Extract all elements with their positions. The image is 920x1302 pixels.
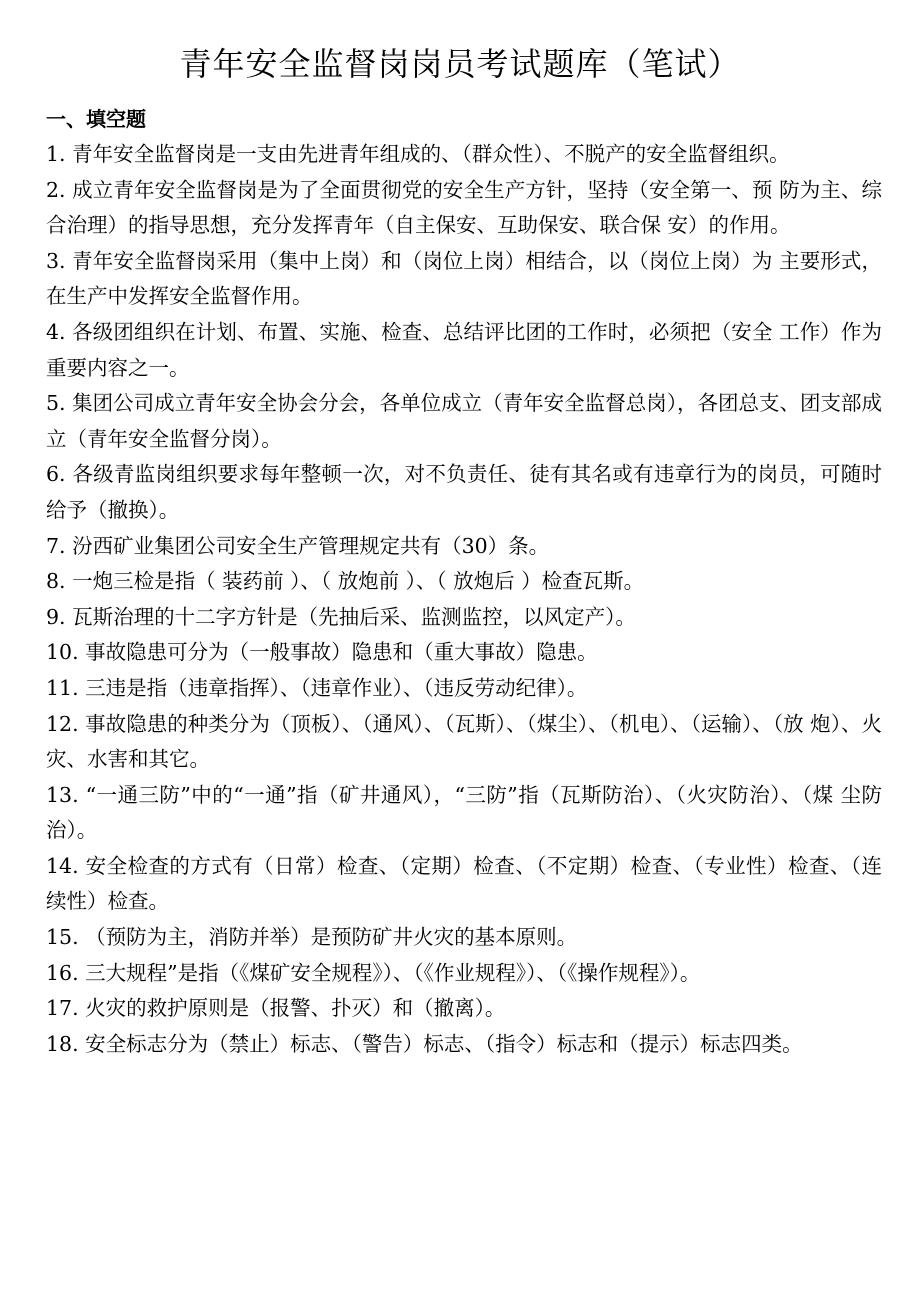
question-item: 2. 成立青年安全监督岗是为了全面贯彻党的安全生产方针，坚持（安全第一、预 防为主、综合治理）的指导思想，充分发挥青年（自主保安、互助保安、联合保 安）的作用。 bbox=[46, 177, 882, 238]
question-item: 7. 汾西矿业集团公司安全生产管理规定共有（30）条。 bbox=[46, 533, 550, 558]
question-item: 6. 各级青监岗组织要求每年整顿一次，对不负责任、徒有其名或有违章行为的岗员，可随时给予（撤换）。 bbox=[46, 462, 882, 522]
question-item: 18. 安全标志分为（禁止）标志、（警告）标志、（指令）标志和（提示）标志四类。 bbox=[46, 1031, 803, 1056]
question-item: 17. 火灾的救护原则是（报警、扑灭）和（撤离）。 bbox=[46, 996, 506, 1021]
document-title: 青年安全监督岗岗员考试题库（笔试） bbox=[179, 45, 741, 83]
question-item: 10. 事故隐患可分为（一般事故）隐患和（重大事故）隐患。 bbox=[46, 640, 598, 665]
question-item: 14. 安全检查的方式有（日常）检查、（定期）检查、（不定期）检查、（专业性）检查、（连续性）检查。 bbox=[46, 853, 882, 914]
question-item: 12. 事故隐患的种类分为（顶板）、（通风）、（瓦斯）、（煤尘）、（机电）、（运输）、（放 炮）、火灾、水害和其它。 bbox=[46, 711, 882, 772]
section-heading: 一、填空题 bbox=[46, 107, 146, 131]
question-item: 15. （预防为主，消防并举）是预防矿井火灾的基本原则。 bbox=[46, 925, 578, 950]
question-item: 5. 集团公司成立青年安全协会分会，各单位成立（青年安全监督总岗），各团总支、团支部成立（青年安全监督分岗）。 bbox=[46, 391, 882, 451]
question-item: 1. 青年安全监督岗是一支由先进青年组成的、（群众性）、不脱产的安全监督组织。 bbox=[46, 142, 790, 166]
question-item: 16. 三大规程”是指（《煤矿安全规程》）、（《作业规程》）、（《操作规程》）。 bbox=[46, 960, 701, 985]
question-item: 8. 一炮三检是指（ 装药前 ）、（ 放炮前 ）、（ 放炮后 ）检查瓦斯。 bbox=[46, 569, 645, 594]
question-list bbox=[46, 137, 882, 1062]
question-item: 13. “一通三防”中的“一通”指（矿井通风），“三防”指（瓦斯防治）、（火灾防治）、（煤 尘防治）。 bbox=[46, 782, 882, 843]
question-item: 4. 各级团组织在计划、布置、实施、检查、总结评比团的工作时，必须把（安全 工作）作为重要内容之一。 bbox=[46, 319, 882, 380]
question-item: 9. 瓦斯治理的十二字方针是（先抽后采、监测监控，以风定产）。 bbox=[46, 604, 636, 629]
question-item: 3. 青年安全监督岗采用（集中上岗）和（岗位上岗）相结合，以（岗位上岗）为 主要形式，在生产中发挥安全监督作用。 bbox=[46, 248, 882, 309]
question-item: 11. 三违是指（违章指挥）、（违章作业）、（违反劳动纪律）。 bbox=[46, 675, 588, 700]
